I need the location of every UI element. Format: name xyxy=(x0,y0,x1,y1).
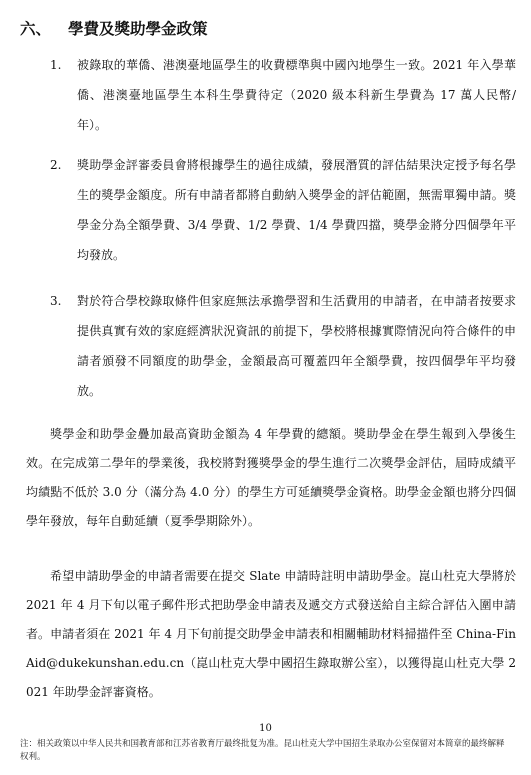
list-item-number: 3. xyxy=(50,294,62,308)
body-paragraph: 希望申請助學金的申請者需要在提交 Slate 申請時註明申請助學金。崑山杜克大學將於 2021 年 4 月下旬以電子郵件形式把助學金申請表及遞交方式發送給自主綜合評估入圍申請者。申請者須在 2021 年 4 月下旬前提交助學金申請表和相關輔助材料掃描件至 China-FinAid@dukekunshan.edu.cn（崑山杜克大學中國招生錄取辦公室），以獲得崑山杜克大學 2021 年助學金評審資格。 xyxy=(26,569,516,699)
list-item-text: 被錄取的華僑、港澳臺地區學生的收費標準與中國內地學生一致。2021 年入學華僑、港澳臺地區學生本科生學費待定（2020 級本科新生學費為 17 萬人民幣/年）。 xyxy=(77,58,516,132)
list-item-number: 2. xyxy=(50,158,62,172)
list-item xyxy=(50,286,516,406)
list-item xyxy=(50,150,516,270)
body-paragraph: 獎學金和助學金疊加最高資助金額為 4 年學費的總額。獎助學金在學生報到入學後生效。在完成第二學年的學業後，我校將對獲獎學金的學生進行二次獎學金評估，屆時成績平均績點不低於 3.0 分（滿分為 4.0 分）的學生方可延續獎學金資格。助學金金額也將分四個學年發放，每年自動延續（夏季學期除外）。 xyxy=(26,427,516,528)
list-item-text: 對於符合學校錄取條件但家庭無法承擔學習和生活費用的申請者，在申請者按要求提供真實有效的家庭經濟狀況資訊的前提下，學校將根據實際情況向符合條件的申請者頒發不同額度的助學金，金額最高可覆蓋四年全額學費，按四個學年平均發放。 xyxy=(77,294,516,398)
list-item-number: 1. xyxy=(50,58,62,72)
list-item xyxy=(50,50,516,140)
footnote: 注：相关政策以中华人民共和国教育部和江苏省教育厅最终批复为准。昆山杜克大学中国招生录取办公室保留对本简章的最终解释权利。 xyxy=(20,739,505,762)
list-item-text: 獎助學金評審委員會將根據學生的過往成績，發展潛質的評估結果決定授予每名學生的獎學金額度。所有申請者都將自動納入獎學金的評估範圍，無需單獨申請。獎學金分為全額學費、3/4 學費、1/2 學費、1/4 學費四擋，獎學金將分四個學年平均發放。 xyxy=(77,158,516,262)
section-number: 六、 xyxy=(20,20,52,38)
page-number: 10 xyxy=(259,723,272,734)
section-heading xyxy=(20,18,208,40)
section-title: 學費及獎助學金政策 xyxy=(68,20,208,38)
